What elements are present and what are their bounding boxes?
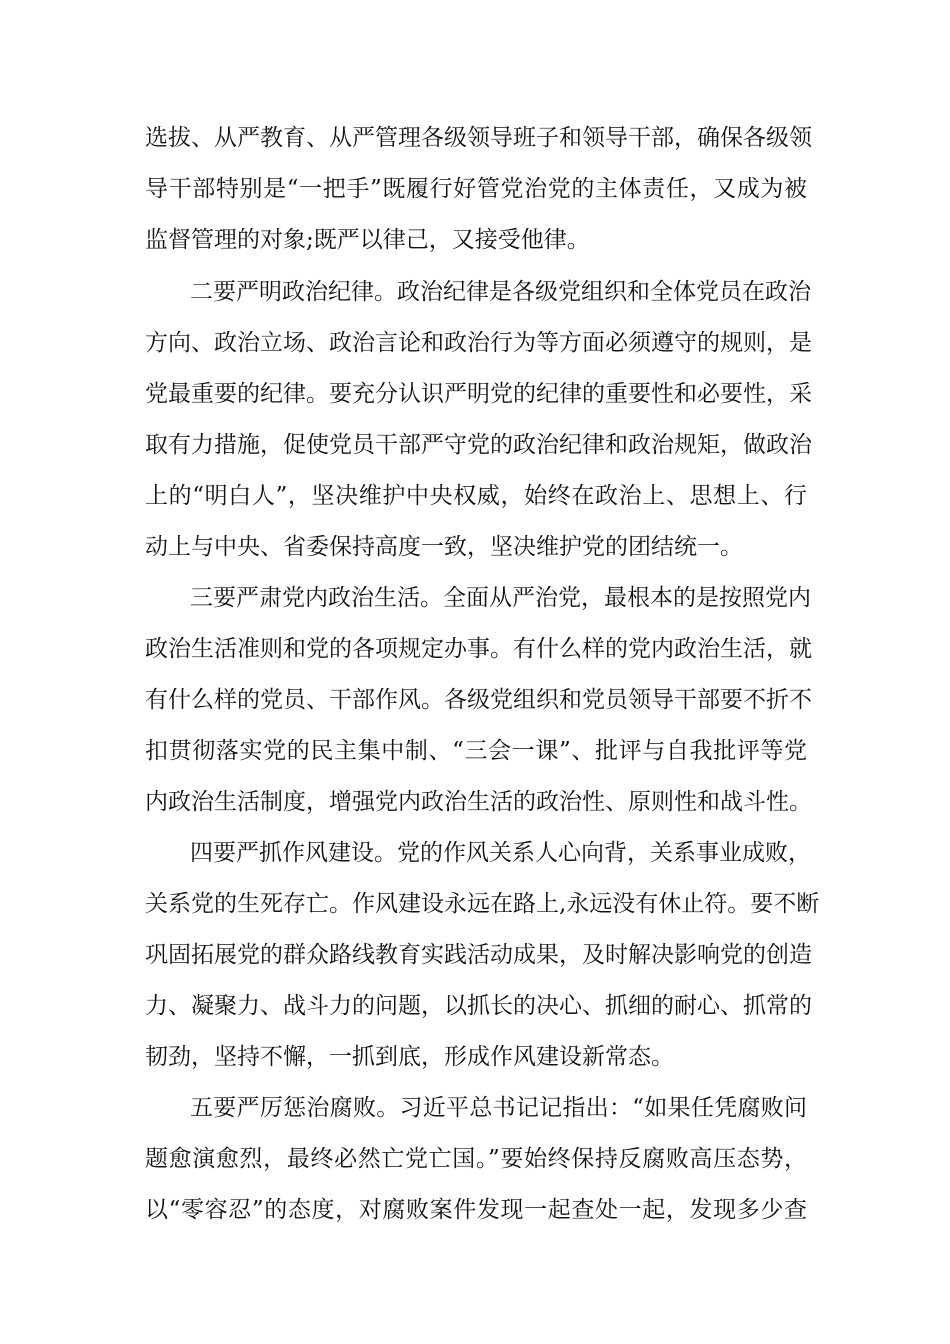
text-line: 韧劲，坚持不懈，一抓到底，形成作风建设新常态。 (145, 1044, 674, 1070)
text-line: 巩固拓展党的群众路线教育实践活动成果，及时解决影响党的创造 (145, 942, 812, 968)
text-line: 题愈演愈烈，最终必然亡党亡国。”要始终保持反腐败高压态势， (145, 1146, 807, 1172)
text-line: 力、凝聚力、战斗力的问题，以抓长的决心、抓细的耐心、抓常的 (145, 993, 812, 1019)
text-line: 方向、政治立场、政治言论和政治行为等方面必须遵守的规则，是 (145, 330, 812, 356)
text-line: 选拔、从严教育、从严管理各级领导班子和领导干部，确保各级领 (145, 125, 812, 151)
text-line: 关系党的生死存亡。作风建设永远在路上,永远没有休止符。要不断 (145, 891, 820, 917)
paragraph-first-line: 四要严抓作风建设。党的作风关系人心向背，关系事业成败， (190, 840, 811, 866)
text-line: 动上与中央、省委保持高度一致，坚决维护党的团结统一。 (145, 534, 743, 560)
text-line: 导干部特别是“一把手”既履行好管党治党的主体责任，又成为被 (145, 176, 807, 202)
text-line: 以“零容忍”的态度，对腐败案件发现一起查处一起，发现多少查 (145, 1197, 807, 1223)
text-line: 有什么样的党员、干部作风。各级党组织和党员领导干部要不折不 (145, 687, 812, 713)
paragraph-first-line: 三要严肃党内政治生活。全面从严治党，最根本的是按照党内 (190, 585, 811, 611)
paragraph-first-line: 五要严厉惩治腐败。习近平总书记记指出：“如果任凭腐败问 (190, 1095, 807, 1121)
text-line: 监督管理的对象;既严以律己，又接受他律。 (145, 227, 590, 253)
text-line: 扣贯彻落实党的民主集中制、“三会一课”、批评与自我批评等党 (145, 738, 807, 764)
text-line: 政治生活准则和党的各项规定办事。有什么样的党内政治生活，就 (145, 636, 812, 662)
text-line: 取有力措施，促使党员干部严守党的政治纪律和政治规矩，做政治 (145, 432, 812, 458)
text-line: 内政治生活制度，增强党内政治生活的政治性、原则性和战斗性。 (145, 789, 812, 815)
paragraph-first-line: 二要严明政治纪律。政治纪律是各级党组织和全体党员在政治 (190, 279, 811, 305)
text-line: 党最重要的纪律。要充分认识严明党的纪律的重要性和必要性，采 (145, 381, 812, 407)
text-line: 上的“明白人”，坚决维护中央权威，始终在政治上、思想上、行 (145, 483, 807, 509)
